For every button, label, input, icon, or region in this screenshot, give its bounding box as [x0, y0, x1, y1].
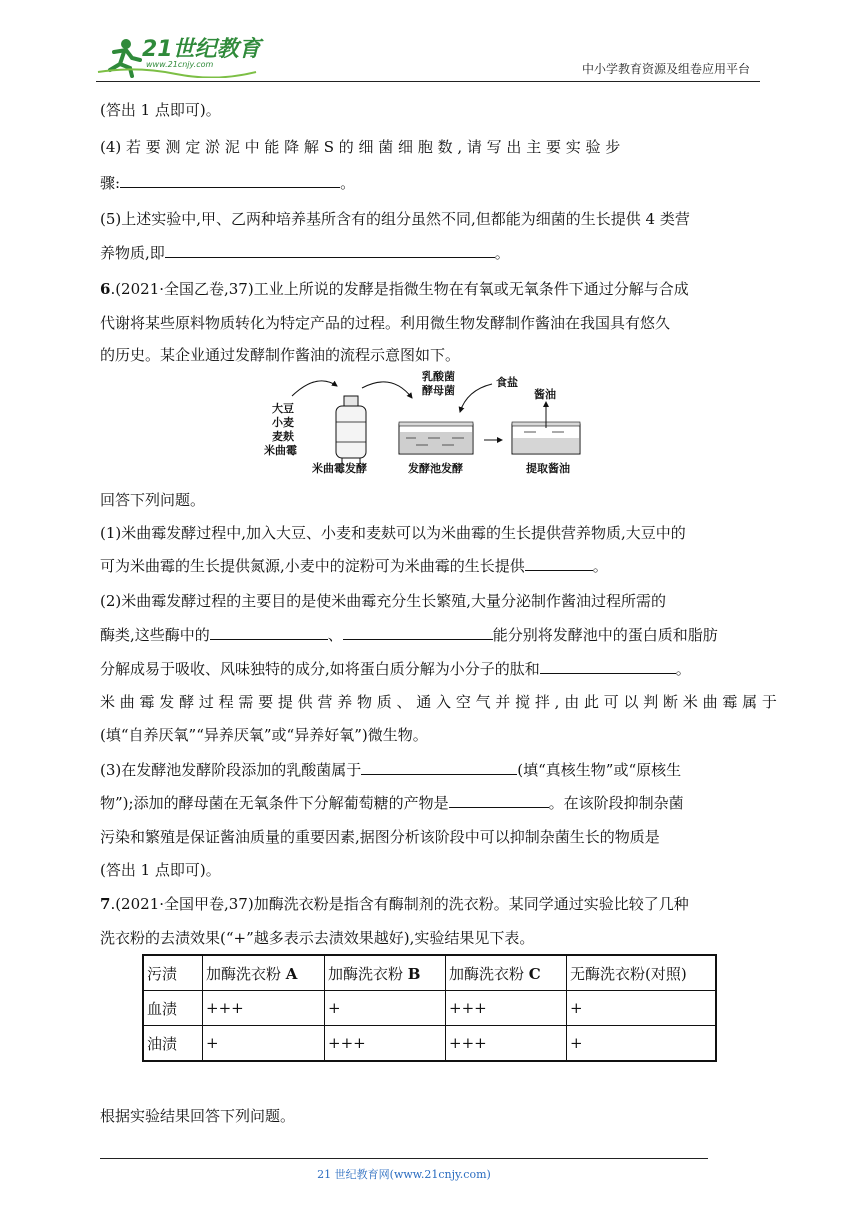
text-line: (5)上述实验中,甲、乙两种培养基所含有的组分虽然不同,但都能为细菌的生长提供 4 类营 — [100, 210, 690, 228]
footer-divider — [100, 1158, 708, 1159]
text-line: (4) 若 要 测 定 淤 泥 中 能 降 解 S 的 细 菌 细 胞 数 , 请 写 出 主 要 实 验 步 — [100, 138, 621, 156]
text-line: (3)在发酵池发酵阶段添加的乳酸菌属于 (填“真核生物”或“原核生 — [100, 761, 682, 779]
text-line: 洗衣粉的去渍效果(“+”越多表示去渍效果越好),实验结果见下表。 — [100, 929, 535, 947]
platform-title: 中小学教育资源及组卷应用平台 — [581, 62, 750, 76]
header-divider — [96, 81, 760, 82]
table-header-row — [143, 955, 716, 991]
text-line: (答出 1 点即可)。 — [100, 861, 221, 879]
text-line: (1)米曲霉发酵过程中,加入大豆、小麦和麦麸可以为米曲霉的生长提供营养物质,大豆中的 — [100, 524, 686, 542]
text-line: (答出 1 点即可)。 — [100, 101, 221, 119]
text-line: 代谢将某些原料物质转化为特定产品的过程。利用微生物发酵制作酱油在我国具有悠久 — [100, 314, 671, 332]
table-cell: +++ — [203, 991, 325, 1026]
table-row — [143, 991, 716, 1026]
soy-sauce-process-diagram: 大豆 小麦 麦麸 米曲霉 乳酸菌 酵母菌 食盐 酱油 米曲霉发酵 发酵池发酵 提取酱油 — [262, 366, 582, 478]
answer-blank — [361, 760, 517, 775]
footer-text: 21 世纪教育网(www.21cnjy.com) — [317, 1168, 491, 1181]
text-line: 污染和繁殖是保证酱油质量的重要因素,据图分析该阶段中可以抑制杂菌生长的物质是 — [100, 828, 660, 846]
table-header-cell: 无酶洗衣粉(对照) — [567, 955, 717, 991]
answer-blank — [540, 659, 676, 674]
table-header-cell: 加酶洗衣粉 B — [325, 955, 446, 991]
text-line: 物”);添加的酵母菌在无氧条件下分解葡萄糖的产物是 。在该阶段抑制杂菌 — [100, 794, 684, 812]
text-line: 分解成易于吸收、风味独特的成分,如将蛋白质分解为小分子的肽和 。 — [100, 660, 691, 678]
detergent-results-table — [142, 954, 717, 1062]
page-header — [96, 30, 760, 80]
table-header-cell: 加酶洗衣粉 C — [446, 955, 567, 991]
table-cell: +++ — [446, 991, 567, 1026]
text-line: 回答下列问题。 — [100, 491, 206, 509]
answer-blank — [165, 243, 495, 258]
text-line: 酶类,这些酶中的 、 能分别将发酵池中的蛋白质和脂肪 — [100, 626, 718, 644]
answer-blank — [210, 625, 328, 640]
text-line: (填“自养厌氧”“异养厌氧”或“异养好氧”)微生物。 — [100, 726, 428, 744]
text-line: 养物质,即 。 — [100, 244, 510, 262]
text-line: 骤: 。 — [100, 174, 356, 192]
text-line: 米 曲 霉 发 酵 过 程 需 要 提 供 营 养 物 质 、 通 入 空 气 并 搅 拌 , 由 此 可 以 判 断 米 曲 霉 属 于 — [100, 693, 777, 711]
text-line: 可为米曲霉的生长提供氮源,小麦中的淀粉可为米曲霉的生长提供 。 — [100, 557, 608, 575]
table-cell: 血渍 — [143, 991, 203, 1026]
answer-blank — [449, 793, 549, 808]
logo-text: 21世纪教育 — [142, 37, 261, 62]
table-cell: + — [567, 991, 717, 1026]
text-line: (2)米曲霉发酵过程的主要目的是使米曲霉充分生长繁殖,大量分泌制作酱油过程所需的 — [100, 592, 667, 610]
table-row — [143, 1026, 716, 1062]
table-header-cell: 加酶洗衣粉 A — [203, 955, 325, 991]
table-cell: + — [203, 1026, 325, 1062]
table-cell: +++ — [325, 1026, 446, 1062]
answer-blank — [343, 625, 493, 640]
text-line: 的历史。某企业通过发酵制作酱油的流程示意图如下。 — [100, 346, 461, 364]
table-cell: +++ — [446, 1026, 567, 1062]
table-header-cell: 污渍 — [143, 955, 203, 991]
answer-blank — [525, 556, 593, 571]
table-cell: 油渍 — [143, 1026, 203, 1062]
answer-blank — [120, 173, 340, 188]
table-cell: + — [567, 1026, 717, 1062]
text-line: 根据实验结果回答下列问题。 — [100, 1107, 296, 1125]
logo-url: www.21cnjy.com — [146, 60, 214, 69]
question-7-stem: 7.(2021·全国甲卷,37)加酶洗衣粉是指含有酶制剂的洗衣粉。某同学通过实验比较了几种 — [100, 895, 689, 913]
question-6-stem: 6.(2021·全国乙卷,37)工业上所说的发酵是指微生物在有氧或无氧条件下通过分解与合成 — [100, 280, 689, 298]
table-cell: + — [325, 991, 446, 1026]
